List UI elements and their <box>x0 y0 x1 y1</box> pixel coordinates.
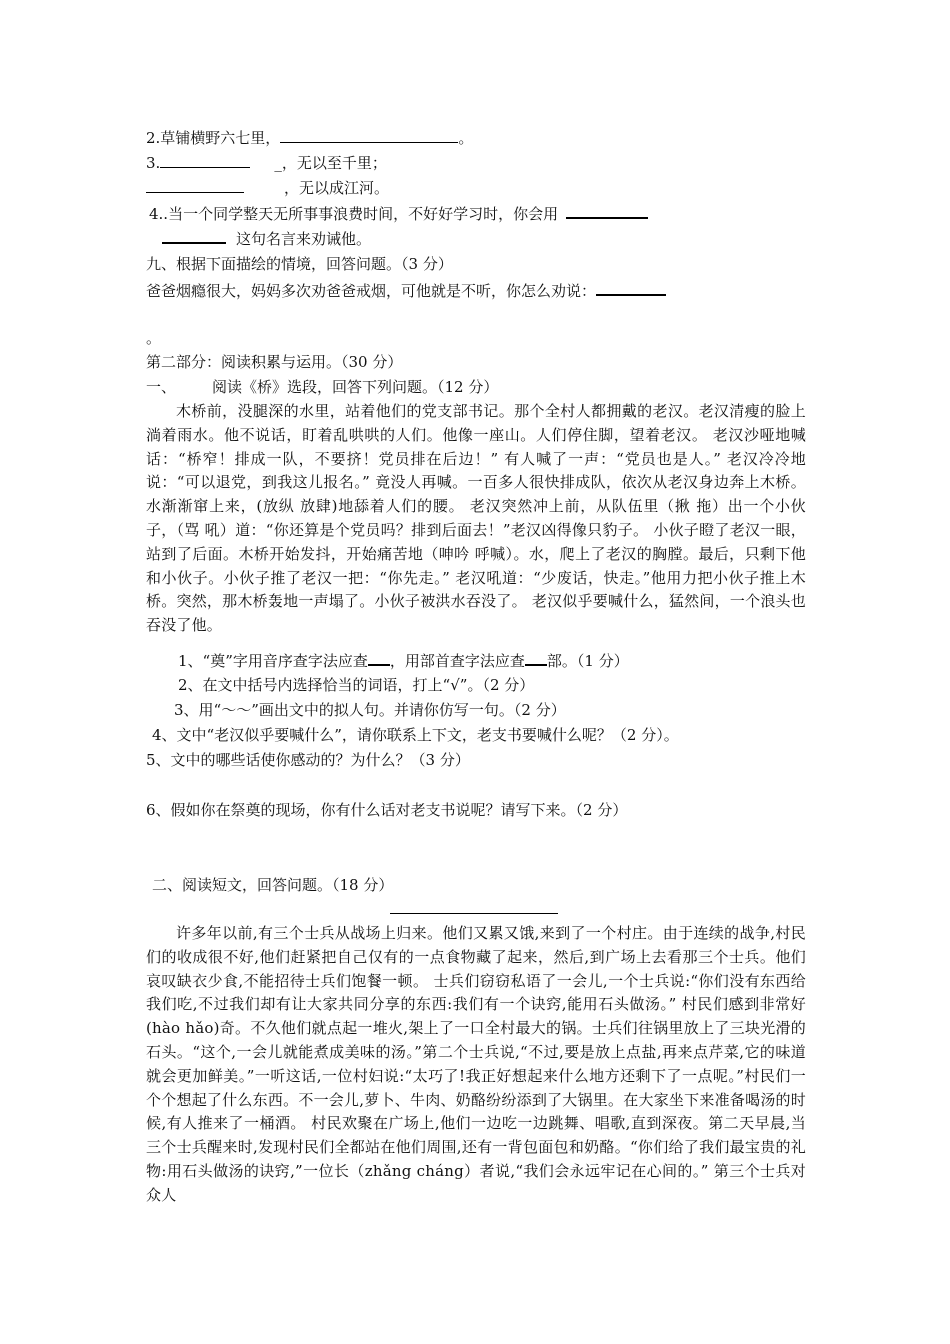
answer-blank[interactable] <box>280 128 458 143</box>
trailing-period: 。 <box>146 329 162 347</box>
answer-blank[interactable] <box>368 650 390 666</box>
section-9-question <box>146 280 666 301</box>
question-3-line2 <box>146 178 389 198</box>
answer-blank[interactable] <box>596 280 666 296</box>
reading-1-question-5: 5、文中的哪些话使你感动的？为什么？（3 分） <box>146 751 470 769</box>
reading-2-title: 二、阅读短文，回答问题。（18 分） <box>152 876 394 894</box>
title-blank-line[interactable] <box>390 913 558 914</box>
reading-1-question-6: 6、假如你在祭奠的现场，你有什么话对老支书说呢？请写下来。（2 分） <box>146 801 628 819</box>
reading-1-question-3: 3、用“～～”画出文中的拟人句。并请你仿写一句。（2 分） <box>174 701 566 719</box>
question-4-line2-text: 这句名言来劝诫他。 <box>236 230 372 248</box>
reading-1-title: 阅读《桥》选段，回答下列问题。（12 分） <box>212 378 499 396</box>
question-4-text: 4..当一个同学整天无所事事浪费时间，不好好学习时，你会用 <box>149 205 559 223</box>
question-4-line2 <box>162 228 371 249</box>
reading-1-question-4: 4、文中“老汉似乎要喊什么”，请你联系上下文，老支书要喊什么呢？（2 分）。 <box>152 726 679 744</box>
reading-1-question-1-mid: ，用部首查字法应查 <box>389 652 525 670</box>
question-2-text: 2.草铺横野六七里， <box>146 129 281 147</box>
question-3-line2-end: ，无以成江河。 <box>284 179 390 197</box>
question-3-line1-end: _，无以至千里； <box>274 154 387 172</box>
reading-1-question-1 <box>178 650 629 671</box>
part-2-title: 第二部分：阅读积累与运用。（30 分） <box>146 353 403 371</box>
reading-1-question-2: 2、在文中括号内选择恰当的词语，打上“√”。（2 分） <box>178 676 535 694</box>
question-3-line1 <box>146 153 387 173</box>
question-2 <box>146 128 473 148</box>
answer-blank[interactable] <box>566 203 648 219</box>
reading-1-number: 一、 <box>146 378 177 396</box>
question-4-line1 <box>149 203 648 224</box>
section-9-text: 爸爸烟瘾很大，妈妈多次劝爸爸戒烟，可他就是不听，你怎么劝说： <box>146 282 597 300</box>
answer-blank[interactable] <box>525 650 547 666</box>
reading-2-passage: 许多年以前,有三个士兵从战场上归来。他们又累又饿,来到了一个村庄。由于连续的战争,村民们的收成很不好,他们赶紧把自己仅有的一点食物藏了起来，然后,到广场上去看那三个士兵。他们哀叹缺衣少食,不能招待士兵们饱餐一顿。 士兵们窃窃私语了一会儿,一个士兵说:“你们没有东西给我们吃,不过我们却有让大家共同分享的东西:我们有一个诀窍,能用石头做汤。” 村民们感到非常好(hào hǎo)奇。不久他们就点起一堆火,架上了一口全村最大的锅。士兵们往锅里放上了三块光滑的石头。“这个,一会儿就能煮成美味的汤。”第二个士兵说,“不过,要是放上点盐,再来点芹菜,它的味道就会更加鲜美。”一听这话,一位村妇说:“太巧了!我正好想起来什么地方还剩下了一点呢。”村民们一个个想起了什么东西。不一会儿,萝卜、牛肉、奶酪纷纷添到了大锅里。在大家坐下来准备喝汤的时候,有人推来了一桶酒。 村民欢聚在广场上,他们一边吃一边跳舞、唱歌,直到深夜。第二天早晨,当三个士兵醒来时,发现村民们全都站在他们周围,还有一背包面包和奶酪。“你们给了我们最宝贵的礼物:用石头做汤的诀窍,”一位长（zhǎng cháng）者说,“我们会永远牢记在心间的。” 第三个士兵对众人 <box>146 924 806 1204</box>
question-3-number: 3. <box>146 154 161 172</box>
reading-1-question-1-end: 部。（1 分） <box>546 652 629 670</box>
section-9-title: 九、根据下面描绘的情境，回答问题。（3 分） <box>146 255 453 273</box>
reading-1-heading <box>146 377 498 397</box>
answer-blank[interactable] <box>146 178 244 193</box>
reading-1-question-1-text: 1、“奠”字用音序查字法应查 <box>178 652 368 670</box>
question-2-end: 。 <box>458 129 474 147</box>
reading-1-passage: 木桥前，没腿深的水里，站着他们的党支部书记。那个全村人都拥戴的老汉。老汉清瘦的脸上淌着雨水。他不说话，盯着乱哄哄的人们。他像一座山。人们停住脚，望着老汉。 老汉沙哑地喊话：“桥窄！排成一队，不要挤！党员排在后边！” 有人喊了一声：“党员也是人。” 老汉冷冷地说：“可以退党，到我这儿报名。” 竟没人再喊。一百多人很快排成队，依次从老汉身边奔上木桥。水渐渐窜上来，(放纵 放肆)地舔着人们的腰。 老汉突然冲上前，从队伍里（揪 拖）出一个小伙子，（骂 吼）道：“你还算是个党员吗？排到后面去！”老汉凶得像只豹子。 小伙子瞪了老汉一眼，站到了后面。木桥开始发抖，开始痛苦地（呻吟 呼喊）。水，爬上了老汉的胸膛。最后，只剩下他和小伙子。小伙子推了老汉一把：“你先走。” 老汉吼道：“少废话，快走。”他用力把小伙子推上木桥。突然，那木桥轰地一声塌了。小伙子被洪水吞没了。 老汉似乎要喊什么，猛然间，一个浪头也吞没了他。 <box>146 402 806 635</box>
answer-blank[interactable] <box>162 228 226 244</box>
answer-blank[interactable] <box>160 153 250 168</box>
